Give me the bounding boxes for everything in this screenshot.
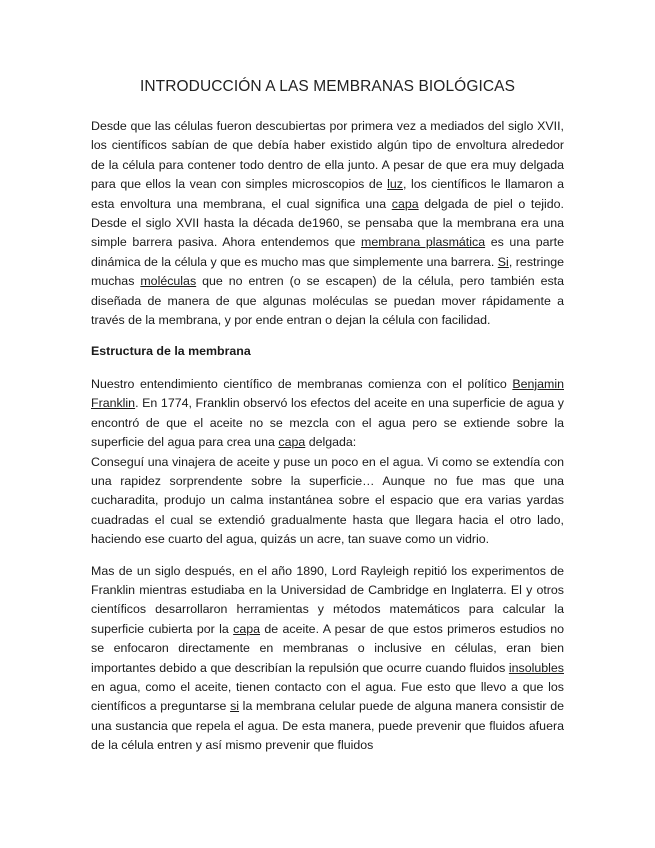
link-membrana-plasmatica[interactable]: membrana plasmática <box>361 235 486 250</box>
franklin-paragraph <box>91 375 564 453</box>
text-run: delgada: <box>305 435 357 450</box>
text-run: la membrana celular puede de alguna manera consistir de una sustancia que repela el agua. De esta manera, puede prevenir que fluidos afuera de la célula entren y así mismo prevenir que fluidos <box>91 699 564 753</box>
text-run: que no entren (o se escapen) de la célula, pero también esta diseñada de manera de que algunas moléculas se puedan mover rápidamente a través de la membrana, y por ende entran o dejan la célula con facilidad. <box>91 274 564 328</box>
link-capa-2[interactable]: capa <box>278 435 306 450</box>
document-page <box>91 78 564 756</box>
text-run: Nuestro entendimiento científico de membranas comienza con el político <box>91 376 513 391</box>
link-insolubles[interactable]: insolubles <box>508 660 564 675</box>
text-run: , restringe muchas <box>91 254 565 289</box>
section-heading: Estructura de la membrana <box>91 344 251 359</box>
link-benjamin-franklin[interactable]: Benjamin Franklin <box>91 376 564 411</box>
text-run: Mas de un siglo después, en el año 1890, Lord Rayleigh repitió los experimentos de Franklin mientras estudiaba en la Universidad de Cambridge en Inglaterra. El y otros científicos desarrollaron herramientas y métodos matemáticos para calcular la superficie cubierta por la <box>91 563 564 636</box>
text-run: en agua, como el aceite, tienen contacto con el agua. Fue esto que llevo a que los científicos a preguntarse <box>91 679 564 714</box>
intro-paragraph <box>91 117 564 330</box>
franklin-quote: Conseguí una vinajera de aceite y puse un poco en el agua. Vi como se extendía con una rapidez sorprendente sobre la superficie… Aunque no fue mas que una cucharadita, produjo un calma instantánea sobre el espacio que era varias yardas cuadradas el cual se extendió gradualmente hasta que llegara hacia el otro lado, haciendo ese cuarto del agua, quizás un acre, tan suave como un vidrio. <box>91 454 564 547</box>
text-run: de aceite. A pesar de que estos primeros estudios no se enfocaron directamente en membranas o inclusive en células, eran bien importantes debido a que describían la repulsión que ocurre cuando fluidos <box>91 621 564 675</box>
link-capa-3[interactable]: capa <box>233 621 260 636</box>
text-run: . En 1774, Franklin observó los efectos del aceite en una superficie de agua y encontró de que el aceite no se mezcla con el agua pero se extiende sobre la superficie del agua para crea una <box>91 396 564 450</box>
link-si[interactable]: Si <box>497 254 509 269</box>
rayleigh-paragraph <box>91 562 564 756</box>
link-luz[interactable]: luz <box>387 177 403 192</box>
link-moleculas[interactable]: moléculas <box>140 274 197 289</box>
link-capa[interactable]: capa <box>391 196 419 211</box>
link-si-2[interactable]: si <box>230 699 240 714</box>
text-run: , los científicos le llamaron a esta envoltura una membrana, el cual significa una <box>91 177 564 211</box>
document-title: INTRODUCCIÓN A LAS MEMBRANAS BIOLÓGICAS <box>139 78 516 95</box>
text-run: delgada de piel o tejido. Desde el siglo XVII hasta la década de1960, se pensaba que la membrana era una simple barrera pasiva. Ahora entendemos que <box>91 196 564 250</box>
text-run: es una parte dinámica de la célula y que es mucho mas que simplemente una barrera. <box>91 235 564 269</box>
text-run: Desde que las células fueron descubiertas por primera vez a mediados del siglo XVII, los científicos sabían de que debía haber existido algún tipo de envoltura alrededor de la célula para contener todo dentro de ella junto. A pesar de que era muy delgada para que ellos la vean con simples microscopios de <box>91 119 564 192</box>
